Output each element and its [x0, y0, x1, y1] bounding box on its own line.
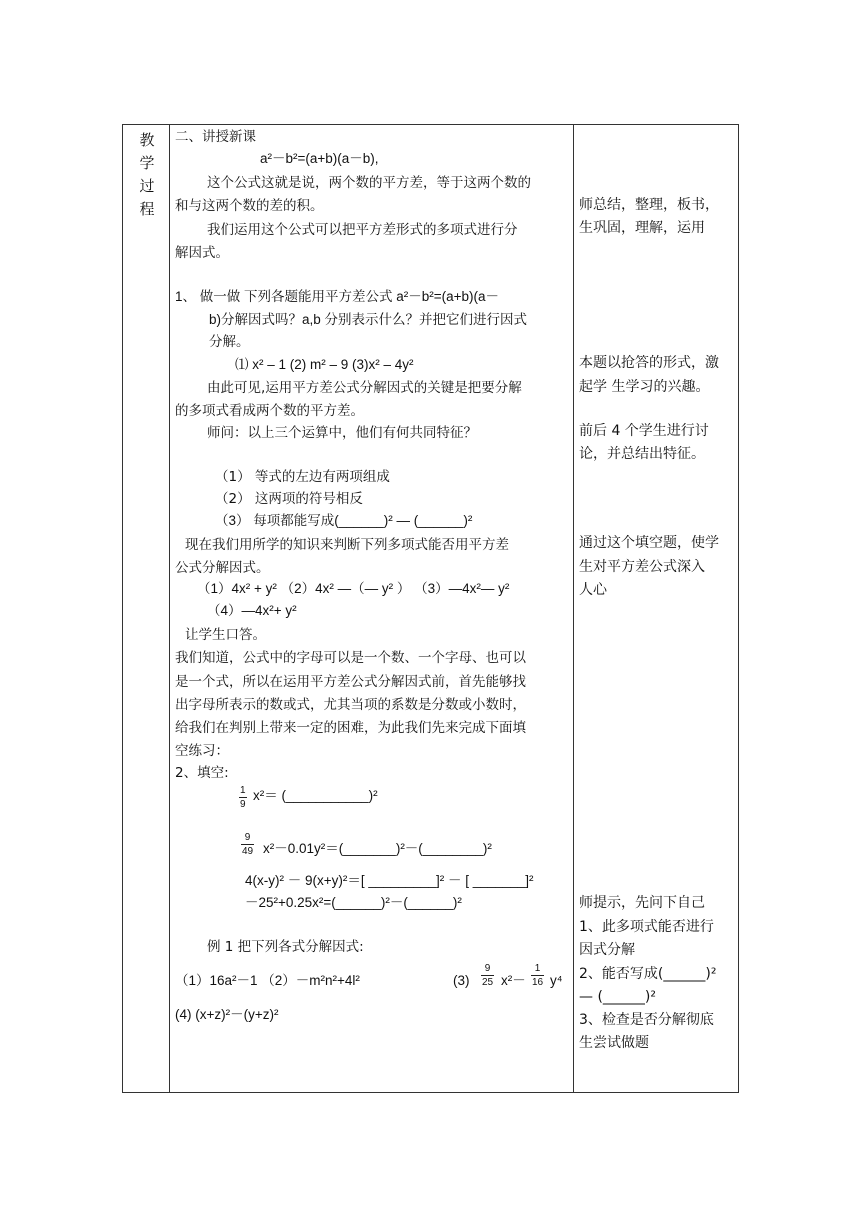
question-1-line: 分解。 — [209, 334, 250, 350]
question-1-line: b)分解因式吗？a,b 分别表示什么？并把它们进行因式 — [209, 312, 528, 327]
right-note: 起学 生学习的兴趣。 — [579, 379, 710, 395]
question-2: 2、填空: — [175, 765, 229, 781]
paragraph-line: 给我们在判别上带来一定的困难，为此我们先来完成下面填 — [175, 720, 526, 736]
paragraph-line: 空练习： — [175, 743, 229, 759]
paragraph-line: 的多项式看成两个数的平方差。 — [175, 403, 364, 419]
column-divider — [573, 125, 574, 1092]
paragraph-line: 我们知道，公式中的字母可以是一个数、一个字母、也可以 — [175, 650, 526, 666]
paragraph-line: 让学生口答。 — [185, 627, 266, 643]
fraction: 1 16 — [532, 963, 544, 988]
example-item-3-prefix: (3) — [453, 973, 470, 988]
right-note: 人心 — [579, 582, 607, 598]
paragraph-line: 这个公式这就是说，两个数的平方差，等于这两个数的 — [207, 175, 531, 191]
label-char: 学 — [139, 154, 155, 172]
fraction: 9 49 — [242, 832, 254, 857]
formula: a²－b²=(a+b)(a－b), — [260, 151, 379, 166]
label-char: 程 — [139, 200, 155, 218]
right-note: 通过这个填空题，使学 — [579, 535, 719, 551]
row-label — [137, 129, 157, 221]
example-item-4: (4) (x+z)²－(y+z)² — [175, 1007, 279, 1022]
feature-item: （2） 这两项的符号相反 — [215, 491, 363, 507]
paragraph-line: 现在我们用所学的知识来判断下列多项式能否用平方差 — [185, 537, 509, 553]
question-1-items: ⑴ x² – 1 (2) m² – 9 (3)x² – 4y² — [235, 357, 414, 372]
right-note: 2、能否写成(______)² — [579, 966, 717, 982]
judge-items: （4）—4x²+ y² — [207, 603, 297, 618]
fill-blank-1: x²＝ (___________)² — [253, 788, 378, 803]
fraction: 9 25 — [482, 963, 494, 988]
label-char: 教 — [139, 131, 155, 149]
right-note: 因式分解 — [579, 942, 635, 958]
paragraph-line: 我们运用这个公式可以把平方差形式的多项式进行分 — [207, 222, 518, 238]
lesson-table — [122, 124, 739, 1093]
feature-item: （3） 每项都能写成(______)² — (______)² — [215, 513, 473, 528]
right-note: 师总结，整理，板书， — [579, 197, 719, 213]
right-note: 论，并总结出特征。 — [579, 446, 705, 462]
right-note: 生巩固，理解，运用 — [579, 220, 705, 236]
example-items: （1）16a²－1 （2）－m²n²+4l² — [175, 973, 360, 988]
right-note: 生尝试做题 — [579, 1035, 649, 1051]
right-note: — (______)² — [579, 989, 656, 1005]
right-note: 生对平方差公式深入 — [579, 559, 705, 575]
right-note: 3、检查是否分解彻底 — [579, 1012, 714, 1028]
right-note: 本题以抢答的形式，激 — [579, 355, 719, 371]
example-title: 例 1 把下列各式分解因式: — [207, 939, 364, 955]
fill-blank-4: －25²+0.25x²=(______)²－(______)² — [245, 895, 462, 910]
fill-blank-3: 4(x-y)² － 9(x+y)²＝[ _________]² － [ _______]² — [245, 873, 534, 888]
paragraph-line: 是一个式，所以在运用平方差公式分解因式前，首先能够找 — [175, 674, 526, 690]
paragraph-line: 和与这两个数的差的积。 — [175, 198, 324, 214]
judge-items: （1）4x² + y² （2）4x² —（— y² ） （3）—4x²— y² — [197, 581, 510, 596]
feature-item: （1） 等式的左边有两项组成 — [215, 469, 390, 485]
paragraph-line: 公式分解因式。 — [175, 560, 270, 576]
fraction: 1 9 — [240, 785, 246, 810]
paragraph-line: 解因式。 — [175, 245, 229, 261]
right-note: 1、此多项式能否进行 — [579, 919, 714, 935]
section-title: 二、讲授新课 — [175, 129, 256, 145]
question-1: 1、 做一做 下列各题能用平方差公式 a²－b²=(a+b)(a－ — [175, 289, 500, 304]
example-item-3-mid: x²－ — [501, 973, 526, 988]
fill-blank-2: x²－0.01y²＝(_______)²－(________)² — [263, 841, 492, 856]
paragraph-line: 出字母所表示的数或式，尤其当项的系数是分数或小数时， — [175, 697, 526, 713]
teacher-question: 师问：以上三个运算中，他们有何共同特征？ — [207, 425, 477, 441]
right-note: 师提示，先问下自己 — [579, 895, 705, 911]
label-char: 过 — [139, 177, 155, 195]
right-note: 前后 4 个学生进行讨 — [579, 423, 709, 439]
example-item-3-tail: y⁴ — [550, 973, 563, 988]
paragraph-line: 由此可见,运用平方差公式分解因式的关键是把要分解 — [207, 380, 522, 396]
column-divider — [169, 125, 170, 1092]
